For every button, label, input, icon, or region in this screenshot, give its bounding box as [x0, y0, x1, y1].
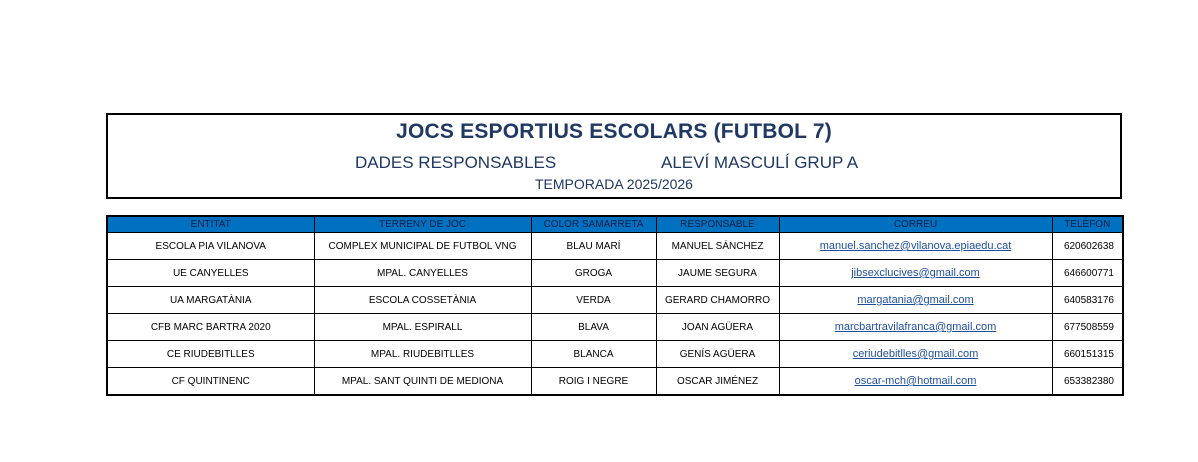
cell-correu [779, 287, 1052, 314]
document-title: JOCS ESPORTIUS ESCOLARS (FUTBOL 7) [396, 120, 832, 143]
table-header-row [107, 216, 1123, 233]
cell-entitat: ESCOLA PIA VILANOVA [107, 233, 314, 260]
cell-color: ROIG I NEGRE [531, 368, 656, 396]
cell-responsable: MANUEL SÁNCHEZ [656, 233, 779, 260]
cell-entitat: CF QUINTINENC [107, 368, 314, 396]
email-link[interactable]: ceriudebitlles@gmail.com [852, 348, 979, 360]
cell-responsable: OSCAR JIMÉNEZ [656, 368, 779, 396]
table-row [107, 233, 1123, 260]
email-link[interactable]: manuel.sanchez@vilanova.epiaedu.cat [819, 240, 1012, 252]
column-header-terreny: TERRENY DE JOC [314, 216, 531, 233]
cell-entitat: UE CANYELLES [107, 260, 314, 287]
cell-telefon: 640583176 [1052, 287, 1123, 314]
cell-entitat: CE RIUDEBITLLES [107, 341, 314, 368]
cell-telefon: 660151315 [1052, 341, 1123, 368]
cell-terreny: COMPLEX MUNICIPAL DE FUTBOL VNG [314, 233, 531, 260]
cell-entitat: UA MARGATÀNIA [107, 287, 314, 314]
table-row [107, 260, 1123, 287]
cell-responsable: GENÍS AGÜERA [656, 341, 779, 368]
table-row [107, 287, 1123, 314]
cell-correu [779, 260, 1052, 287]
cell-correu [779, 368, 1052, 396]
header-box [106, 113, 1122, 199]
cell-terreny: MPAL. RIUDEBITLLES [314, 341, 531, 368]
column-header-telefon: TELÈFON [1052, 216, 1123, 233]
season-label: TEMPORADA 2025/2026 [535, 176, 693, 192]
table-row [107, 314, 1123, 341]
cell-color: BLAU MARÍ [531, 233, 656, 260]
cell-telefon: 646600771 [1052, 260, 1123, 287]
cell-color: GROGA [531, 260, 656, 287]
cell-color: VERDA [531, 287, 656, 314]
table-row [107, 368, 1123, 396]
email-link[interactable]: oscar-mch@hotmail.com [854, 375, 977, 387]
cell-terreny: ESCOLA COSSETÀNIA [314, 287, 531, 314]
email-link[interactable]: jibsexclucives@gmail.com [851, 267, 980, 279]
table-row [107, 341, 1123, 368]
subtitle-dades-responsables: DADES RESPONSABLES [355, 153, 557, 172]
cell-responsable: JOAN AGÜERA [656, 314, 779, 341]
email-link[interactable]: marcbartravilafranca@gmail.com [834, 321, 997, 333]
email-link[interactable]: margatania@gmail.com [857, 294, 974, 306]
cell-responsable: JAUME SEGURA [656, 260, 779, 287]
subtitle-category-group: ALEVÍ MASCULÍ GRUP A [661, 153, 859, 172]
cell-terreny: MPAL. CANYELLES [314, 260, 531, 287]
cell-correu [779, 341, 1052, 368]
cell-telefon: 677508559 [1052, 314, 1123, 341]
cell-telefon: 620602638 [1052, 233, 1123, 260]
cell-responsable: GERARD CHAMORRO [656, 287, 779, 314]
cell-correu [779, 314, 1052, 341]
cell-correu [779, 233, 1052, 260]
column-header-color: COLOR SAMARRETA [531, 216, 656, 233]
cell-color: BLANCA [531, 341, 656, 368]
cell-terreny: MPAL. SANT QUINTI DE MEDIONA [314, 368, 531, 396]
column-header-responsable: RESPONSABLE [656, 216, 779, 233]
column-header-entitat: ENTITAT [107, 216, 314, 233]
cell-terreny: MPAL. ESPIRALL [314, 314, 531, 341]
cell-telefon: 653382380 [1052, 368, 1123, 396]
column-header-correu: CORREU [779, 216, 1052, 233]
cell-entitat: CFB MARC BARTRA 2020 [107, 314, 314, 341]
cell-color: BLAVA [531, 314, 656, 341]
responsables-table [106, 215, 1124, 396]
